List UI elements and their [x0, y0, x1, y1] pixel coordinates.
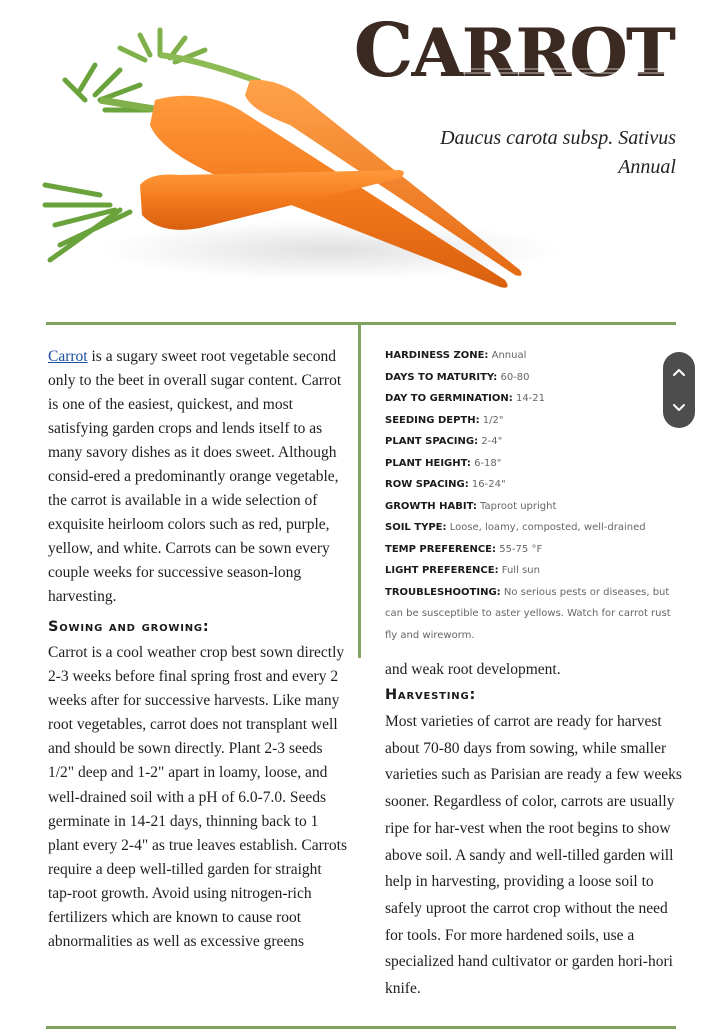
spec-item: DAY TO GERMINATION: 14-21: [385, 393, 546, 404]
chevron-up-icon: [672, 366, 686, 380]
spec-item: DAYS TO MATURITY: 60-80: [385, 371, 530, 383]
harvesting-heading: Harvesting:: [385, 687, 477, 703]
life-cycle: Annual: [618, 156, 676, 178]
intro-paragraph: Carrot is a sugary sweet root vegetable second only to the beet in overall sugar content. Carrot is one of the easiest, quickest, and most satisfying garden crops and lends itself to as many savory dishes as it does sweet. Although consid-ered a predominantly orange vegetable, the carrot is available in a wide selection of exquisite heirloom colors such as red, purple, yellow, and white. Carrots can be sown every couple weeks for successive season-long harvesting.: [48, 348, 342, 605]
sowing-heading: Sowing and growing:: [48, 619, 210, 635]
spec-list: [385, 345, 685, 646]
scientific-name: Daucus carota subsp. Sativus: [440, 127, 676, 149]
column-divider: [358, 325, 361, 658]
page-scroll-control: [663, 352, 695, 428]
spec-item: PLANT SPACING: 2-4": [385, 436, 503, 447]
bottom-divider: [46, 1026, 676, 1029]
spec-item: TEMP PREFERENCE: 55-75 °F: [385, 543, 543, 555]
harvesting-paragraph: Most varieties of carrot are ready for harvest about 70-80 days from sowing, while smaller varieties such as Parisian are ready a few weeks sooner. Regardless of color, carrots are usually ripe for har-vest when the root begins to show above soil. A sandy and well-tilled garden will help in harvesting, providing a loose soil to safely uproot the carrot crop without the need for tools. For more hardened soils, use a specialized hand cultivator or garden hori-hori knife.: [385, 713, 682, 998]
scroll-up-button[interactable]: [663, 354, 695, 392]
scroll-down-button[interactable]: [663, 388, 695, 426]
sowing-paragraph: Carrot is a cool weather crop best sown directly 2-3 weeks before final spring frost and every 2 weeks after for successive harvests. Like many root vegetables, carrot does not transplant well and should be sown directly. Plant 2-3 seeds 1/2" deep and 1-2" apart in loamy, loose, and well-drained soil with a pH of 6.0-7.0. Seeds germinate in 14-21 days, thinning back to 1 plant every 2-4" as true leaves establish. Carrots require a deep well-tilled garden for straight tap-root growth. Avoid using nitrogen-rich fertilizers which are known to cause root abnormalities as well as excessive greens: [48, 644, 348, 951]
right-column: [385, 345, 685, 646]
spec-item: GROWTH HABIT: Taproot upright: [385, 500, 557, 512]
spec-item: PLANT HEIGHT: 6-18": [385, 457, 502, 469]
chevron-down-icon: [672, 400, 686, 414]
spec-item: HARDINESS ZONE: Annual: [385, 350, 527, 361]
page-title: CARROT: [353, 8, 674, 94]
carrot-link[interactable]: Carrot: [48, 348, 88, 365]
spec-item: LIGHT PREFERENCE: Full sun: [385, 565, 540, 576]
left-column: [48, 345, 348, 954]
spec-item: SEEDING DEPTH: 1/2": [385, 414, 504, 426]
sowing-continued: and weak root development.: [385, 661, 561, 678]
title-stripe-overlay: [463, 68, 678, 94]
spec-item: SOIL TYPE: Loose, loamy, composted, well-drained: [385, 522, 646, 533]
plant-subtitle: [440, 124, 676, 182]
top-divider: [46, 322, 676, 325]
spec-item: ROW SPACING: 16-24": [385, 479, 506, 490]
spec-item: TROUBLESHOOTING: No serious pests or diseases, but can be susceptible to aster yellows. Watch for carrot rust fly and wireworm.: [385, 586, 671, 641]
right-column-continued: [385, 657, 685, 1003]
